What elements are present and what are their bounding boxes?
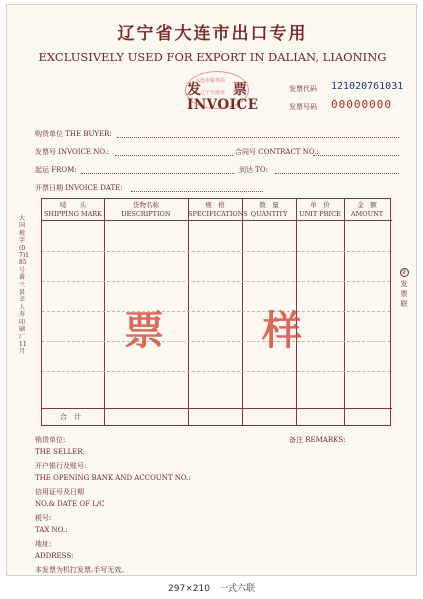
machine-print-note: 本发票为机打发票,手写无效。 [35,566,129,574]
to-line [275,173,399,174]
col-divider [344,199,345,425]
invoice-number-label: 发票号码 [289,103,317,111]
sample-stamp-left: 票 [124,307,164,354]
sample-stamp-right: 样 [262,307,302,354]
invoice-date-line [131,191,263,192]
address-cn-label: 地址: [35,540,52,548]
invoice-code-value: 121020761031 [331,81,404,92]
bank-en-label: THE OPENING BANK AND ACCOUNT NO.: [35,474,191,482]
table-row [42,281,390,282]
col-header-amount: 金 额 AMOUNT [350,201,384,218]
to-label: 到达 TO: [239,166,268,174]
title-english: EXCLUSIVELY USED FOR EXPORT IN DALIAN, LIAONING [38,50,387,64]
lc-cn-label: 信用证号及日期 [35,488,84,496]
col-header-shipping-mark: 唛 头 SHIPPING MARK [43,201,103,218]
invoice-number-value: 00000000 [331,98,392,111]
copy-number: ② [401,269,407,276]
table-row [42,251,390,252]
from-line [81,173,235,174]
invoice-title-english: INVOICE [187,97,259,113]
tax-en-label: TAX NO.: [35,526,68,534]
col-header-description: 货物名称 DESCRIPTION [121,201,171,218]
contract-no-line [313,155,399,156]
invoice-paper [6,4,417,576]
copy-side-label [399,267,409,309]
total-label: 合 计 [60,413,81,421]
table-total-divider [42,408,392,409]
table-row [42,371,390,372]
remarks-label: 备注 REMARKS: [289,436,346,444]
table-row [42,341,390,342]
from-label: 起运 FROM: [35,166,77,174]
col-divider [104,199,105,425]
title-chinese: 辽宁省大连市出口专用 [117,24,308,44]
buyer-label: 购货单位 THE BUYER: [35,130,112,138]
table-row [42,311,390,312]
col-header-quantity: 数 量 QUANTITY [250,201,288,218]
address-en-label: ADDRESS: [35,552,74,560]
invoice-no-line [115,155,233,156]
invoice-date-label: 开票日期 INVOICE DATE: [35,184,123,192]
goods-table [41,198,391,426]
invoice-no-label: 发票号 INVOICE NO.: [35,148,110,156]
col-divider [188,199,189,425]
contract-no-label: 合同号 CONTRACT NO.: [235,148,319,156]
seller-cn-label: 销货单位: [35,436,66,444]
copy-name: 发票联 [400,280,408,308]
seal-mid-text: 辽宁大连市 [200,90,226,96]
lc-en-label: NO.& DATE OF L/C [35,500,105,508]
invoice-title-fa: 发 [187,82,201,98]
col-header-unit-price: 单 价 UNIT PRICE [299,201,341,218]
tax-cn-label: 税号: [35,514,52,522]
printer-side-text: 大国税字(07)185号 番兰县幸人寿印刷厂 11月 [19,215,32,356]
bank-cn-label: 开户银行及账号: [35,462,87,470]
seal-top-text: 大连市税务局 [195,78,226,84]
paper-format-caption: 297×210 一式六联 [168,584,255,594]
invoice-title-piao: 票 [233,82,247,98]
buyer-line [117,137,399,138]
seller-en-label: THE SELLER: [35,448,86,456]
col-divider [242,199,243,425]
col-header-specifications: 规 格 SPECIFICATIONS [188,201,248,218]
invoice-code-label: 发票代码 [289,85,317,93]
